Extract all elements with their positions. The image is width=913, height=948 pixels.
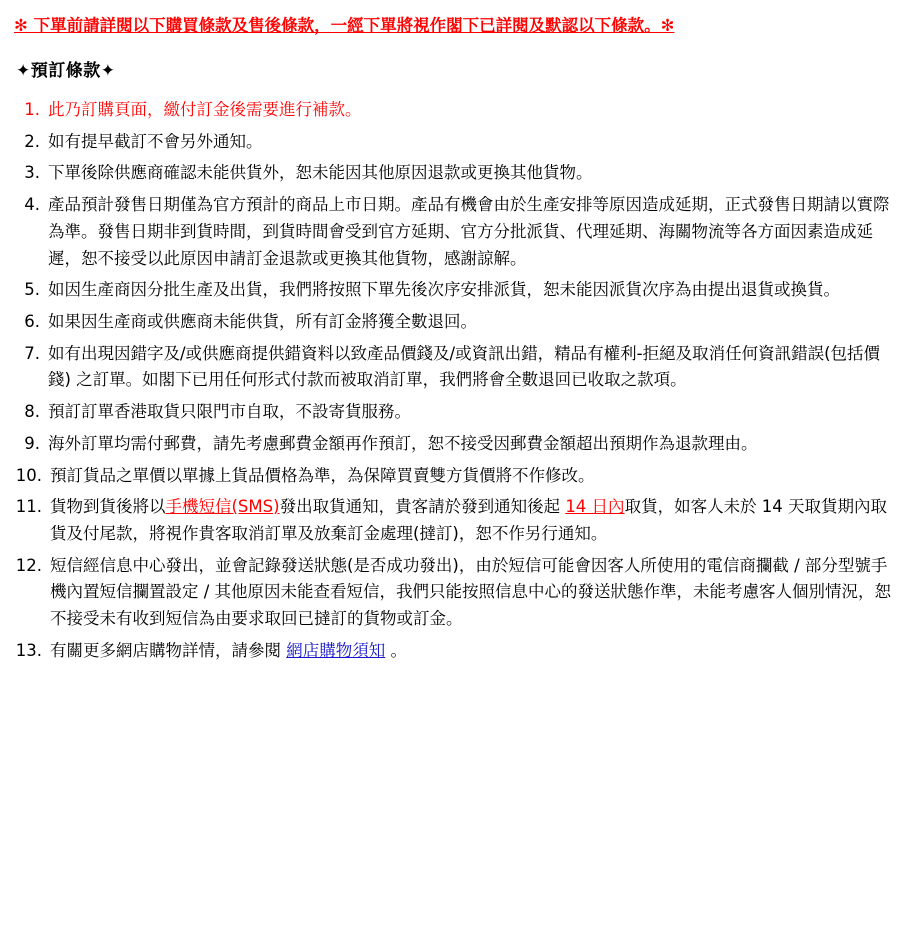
section-title: ✦預訂條款✦ [16, 60, 116, 81]
term-number: 7. [24, 343, 40, 363]
term-number: 4. [24, 195, 40, 215]
term-number: 1. [24, 99, 40, 119]
term-text: 此乃訂購頁面，繳付訂金後需要進行補款。 [48, 99, 362, 119]
term-text-run: 有關更多網店購物詳情，請參閱 [50, 640, 287, 660]
term-text-run: 取貨，如客人未於 14 天取貨期內取貨及付尾款，將視作貴客取消訂單及放棄訂金處理(撻訂)，恕不作另行通知。 [50, 497, 888, 543]
term-item [14, 192, 899, 272]
term-item [14, 463, 899, 490]
term-item [14, 129, 899, 156]
term-item [14, 399, 899, 426]
emphasis-text: 手機短信(SMS) [165, 497, 280, 517]
term-number: 13. [15, 640, 42, 660]
term-number: 3. [24, 163, 40, 183]
term-item [14, 638, 899, 665]
term-item [14, 160, 899, 187]
term-text: 如因生產商因分批生產及出貨，我們將按照下單先後次序安排派貨，恕未能因派貨次序為由提出退貨或換貨。 [48, 280, 840, 300]
term-text: 預訂訂單香港取貨只限門市自取，不設寄貨服務。 [48, 402, 411, 422]
term-number: 5. [24, 280, 40, 300]
term-item [14, 494, 899, 547]
term-text [50, 641, 407, 660]
term-text [50, 497, 887, 543]
term-text: 如有提早截訂不會另外通知。 [48, 131, 263, 151]
term-item [14, 277, 899, 304]
term-item [14, 341, 899, 394]
term-text-run: 發出取貨通知，貴客請於發到通知後起 [279, 497, 566, 517]
term-text: 下單後除供應商確認未能供貨外，恕未能因其他原因退款或更換其他貨物。 [48, 163, 593, 183]
term-number: 12. [15, 555, 42, 575]
term-text-run: 。 [385, 640, 407, 660]
term-text: 短信經信息中心發出，並會記錄發送狀態(是否成功發出)，由於短信可能會因客人所使用的電信商攔截 / 部分型號手機內置短信攔置設定 / 其他原因未能查看短信，我們只能按照信息中心的發送狀態作準，未能考慮客人個別情況，恕不接受未有收到短信為由要求取回已撻訂的貨物或訂金。 [50, 555, 892, 629]
term-item [14, 309, 899, 336]
term-item [14, 553, 899, 633]
term-text: 如果因生產商或供應商未能供貨，所有訂金將獲全數退回。 [48, 311, 477, 331]
term-text-run: 貨物到貨後將以 [50, 497, 166, 517]
term-number: 6. [24, 311, 40, 331]
emphasis-text: 14 日內 [565, 497, 625, 517]
term-item [14, 97, 899, 124]
term-text: 如有出現因錯字及/或供應商提供錯資料以致產品價錢及/或資訊出錯，精品有權利-拒絕及取消任何資訊錯誤(包括價錢) 之訂單。如閣下已用任何形式付款而被取消訂單，我們將會全數退回已收取之款項。 [48, 343, 881, 390]
term-number: 10. [15, 465, 42, 485]
terms-list [14, 97, 899, 665]
term-number: 9. [24, 433, 40, 453]
term-text: 預訂貨品之單價以單據上貨品價格為準，為保障買賣雙方貨價將不作修改。 [50, 465, 595, 485]
term-number: 8. [24, 402, 40, 422]
shop-guide-link[interactable]: 網店購物須知 [286, 640, 386, 660]
page-headline: ✻ 下單前請詳閱以下購買條款及售後條款，一經下單將視作閣下已詳閱及默認以下條款。✻ [14, 16, 675, 35]
term-text: 海外訂單均需付郵費，請先考慮郵費金額再作預訂，恕不接受因郵費金額超出預期作為退款理由。 [48, 433, 758, 453]
term-item [14, 431, 899, 458]
term-text: 產品預計發售日期僅為官方預計的商品上市日期。產品有機會由於生產安排等原因造成延期，正式發售日期請以實際為準。發售日期非到貨時間，到貨時間會受到官方延期、官方分批派貨、代理延期、海關物流等各方面因素造成延遲，恕不接受以此原因申請訂金退款或更換其他貨物，感謝諒解。 [48, 195, 890, 268]
term-number: 11. [15, 497, 42, 517]
term-number: 2. [24, 131, 40, 151]
